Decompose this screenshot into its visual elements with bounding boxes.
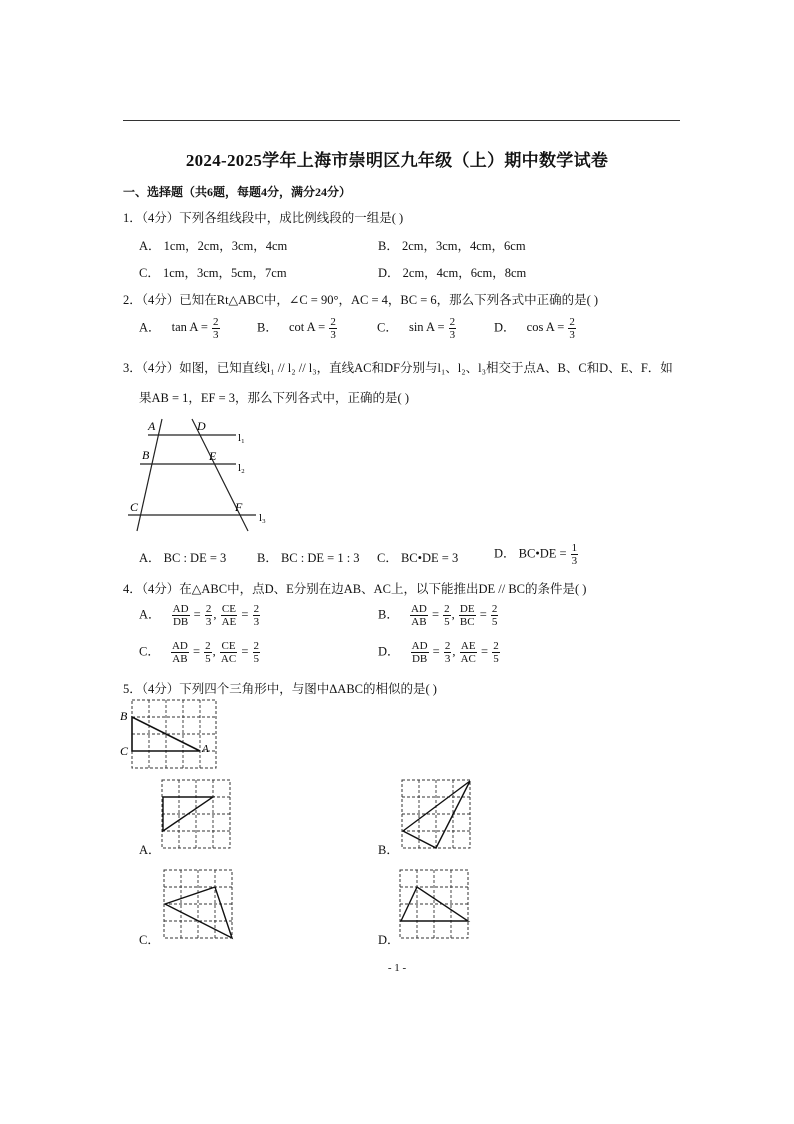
q4-a-frac1 [172,603,190,628]
label-b: B [142,448,150,462]
question-3-stem-line2: 果AB = 1，EF = 3，那么下列各式中，正确的是( ) [139,391,410,405]
q2-option-d[interactable] [494,316,577,341]
q4-a-frac3 [221,603,238,628]
q2-b-den: 3 [330,329,336,341]
q4-c-frac4 [253,640,261,665]
q4-a-f3d: AE [221,616,237,628]
q4-c-eq2: = [241,644,249,659]
q2-a-fraction [212,316,220,341]
q5-option-c-label[interactable]: C． [139,933,160,947]
q5-reference-triangle-figure [118,700,218,770]
page-title: 2024-2025学年上海市崇明区九年级（上）期中数学试卷 [185,151,609,170]
q4-c-f1n: AD [171,640,188,652]
q2-option-a[interactable] [139,316,221,341]
q4-d-eq2: = [481,644,489,659]
q3-option-a[interactable]: A． BC : DE = 3 [139,551,227,565]
q2-d-fraction [568,316,576,341]
q2-a-fn: tan A = [171,320,208,335]
q2-c-label: C． [377,320,398,335]
grid-lines [132,700,216,768]
q4-c-f4d: 5 [253,653,260,665]
q4-b-f1n: AD [410,603,427,615]
label-l3: l₃ [259,512,266,524]
q2-d-fn: cos A = [526,320,565,335]
q3-d-num: 1 [571,542,578,554]
q4-b-f2n: 2 [444,603,450,615]
q2-a-label: A． [139,320,161,335]
q4-c-f3d: AC [220,653,237,665]
header-rule [123,120,680,121]
q4-c-sep: , [212,644,216,659]
q2-b-fn: cot A = [288,320,326,335]
question-3-stem-line1: 3．（4分）如图，已知直线l₁ // l₂ // l₃，直线AC和DF分别与l₁、l₂、l₃相交于点A、B、C和D、E、F．如 [123,361,673,375]
q4-c-f2n: 2 [205,640,211,652]
q4-c-frac2 [204,640,212,665]
q4-d-frac4 [492,640,500,665]
q2-a-num: 2 [213,316,219,328]
triangle-option-c [165,887,232,938]
q4-b-f4d: 5 [491,616,498,628]
q2-d-label: D． [494,320,516,335]
line-ac [137,419,162,531]
q4-c-eq1: = [192,644,201,659]
q2-c-den: 3 [449,329,456,341]
q4-d-f2n: 2 [444,640,451,652]
q1-option-d[interactable]: D． 2cm，4cm，6cm，8cm [378,266,527,280]
q4-d-f1n: AD [411,640,428,652]
section-heading: 一、选择题（共6题，每题4分，满分24分） [123,185,352,199]
q4-c-f2d: 5 [205,653,211,665]
q4-c-label: C． [139,644,160,659]
q4-d-f2d: 3 [444,653,451,665]
q4-a-sep: , [213,607,217,622]
q4-a-f4d: 3 [253,616,260,628]
question-4-stem: 4．（4分）在△ABC中，点D、E分别在边AB、AC上，以下能推出DE // BC的条件是( ) [123,582,587,596]
triangle-option-b [403,781,470,848]
label-b: B [120,709,128,723]
q2-d-num: 2 [569,316,575,328]
label-a: A [202,743,209,755]
grid-lines [162,780,230,848]
q5-option-d-figure[interactable] [400,870,470,940]
label-l2: l₂ [238,462,245,474]
question-5-stem: 5．（4分）下列四个三角形中，与图中ΔABC的相似的是( ) [123,682,437,696]
q3-d-den: 3 [571,555,578,567]
q4-option-c[interactable] [139,640,261,665]
q3-d-fraction [571,542,579,567]
q4-b-frac2 [443,603,451,628]
q2-a-den: 3 [213,329,219,341]
q5-option-b-figure[interactable] [402,780,472,850]
q5-option-b-label[interactable]: B． [378,843,399,857]
q4-b-f4n: 2 [491,603,498,615]
q4-c-frac1 [171,640,189,665]
q4-a-f2d: 3 [205,616,212,628]
page-number: - 1 - [387,962,407,974]
q4-b-f1d: AB [411,616,427,628]
q4-d-f4n: 2 [493,640,499,652]
q4-option-d[interactable] [378,640,501,665]
q4-d-frac3 [460,640,477,665]
q4-option-b[interactable] [378,603,499,628]
q3-option-c[interactable]: C． BC•DE = 3 [377,551,459,565]
q2-c-num: 2 [449,316,456,328]
q4-a-frac4 [253,603,261,628]
question-2-stem: 2．（4分）已知在Rt△ABC中，∠C = 90°，AC = 4，BC = 6，那么下列各式中正确的是( ) [123,293,599,307]
q4-c-f3n: CE [221,640,236,652]
triangle-option-a [163,797,213,831]
q4-c-f4n: 2 [253,640,260,652]
q2-c-fraction [449,316,457,341]
q3-d-label: D． BC•DE = [494,546,567,561]
question-1-stem: 1．（4分）下列各组线段中，成比例线段的一组是( ) [123,211,404,225]
q1-option-a[interactable]: A． 1cm，2cm，3cm，4cm [139,239,288,253]
q2-option-c[interactable] [377,316,457,341]
label-l1: l₁ [238,432,245,444]
q4-a-f1d: DB [172,616,189,628]
q4-d-f4d: 5 [493,653,499,665]
q4-b-label: B． [378,607,399,622]
q2-d-den: 3 [569,329,575,341]
q4-c-f1d: AB [172,653,188,665]
q4-d-sep: , [452,644,456,659]
q4-b-f3n: DE [459,603,475,615]
q4-d-label: D． [378,644,400,659]
q2-option-b[interactable] [257,316,338,341]
label-e: E [209,449,217,463]
q4-d-frac1 [411,640,429,665]
q5-option-a-label[interactable]: A． [139,843,161,857]
q4-d-f1d: DB [411,653,428,665]
q3-option-d[interactable] [494,542,579,567]
q5-option-a-figure[interactable] [162,780,232,850]
label-f: F [235,500,243,514]
q4-d-frac2 [444,640,452,665]
q2-c-fn: sin A = [408,320,445,335]
label-c: C [120,744,129,758]
q1-option-b[interactable]: B． 2cm，3cm，4cm，6cm [378,239,526,253]
q4-a-frac2 [205,603,213,628]
q2-b-num: 2 [330,316,336,328]
q4-b-eq2: = [479,607,487,622]
grid-lines [400,870,468,938]
q4-d-eq1: = [432,644,440,659]
q4-a-f1n: AD [172,603,189,615]
q4-c-frac3 [220,640,237,665]
q4-b-sep: , [451,607,455,622]
grid-lines [402,780,470,848]
label-c: C [130,500,139,514]
q4-a-eq2: = [241,607,249,622]
q4-option-a[interactable] [139,603,261,628]
q2-b-fraction [329,316,337,341]
q4-b-eq1: = [431,607,440,622]
q4-b-f3d: BC [459,616,475,628]
q3-option-b[interactable]: B． BC : DE = 1 : 3 [257,551,360,565]
q4-a-f3n: CE [221,603,236,615]
q1-option-c[interactable]: C． 1cm，3cm，5cm，7cm [139,266,287,280]
q5-option-c-figure[interactable] [164,870,234,940]
grid-lines [164,870,232,938]
q4-d-f3n: AE [460,640,476,652]
q4-b-frac1 [410,603,428,628]
label-d: D [197,419,206,433]
q2-b-label: B． [257,320,278,335]
q4-a-label: A． [139,607,161,622]
q4-d-f3d: AC [460,653,476,665]
q5-option-d-label[interactable]: D． [378,933,400,947]
q4-b-frac3 [459,603,476,628]
q4-a-f4n: 2 [253,603,260,615]
q4-b-frac4 [491,603,499,628]
q4-b-f2d: 5 [444,616,450,628]
q3-parallel-lines-figure [120,415,280,535]
label-a: A [148,419,156,433]
q4-a-f2n: 2 [205,603,212,615]
q4-a-eq1: = [193,607,201,622]
